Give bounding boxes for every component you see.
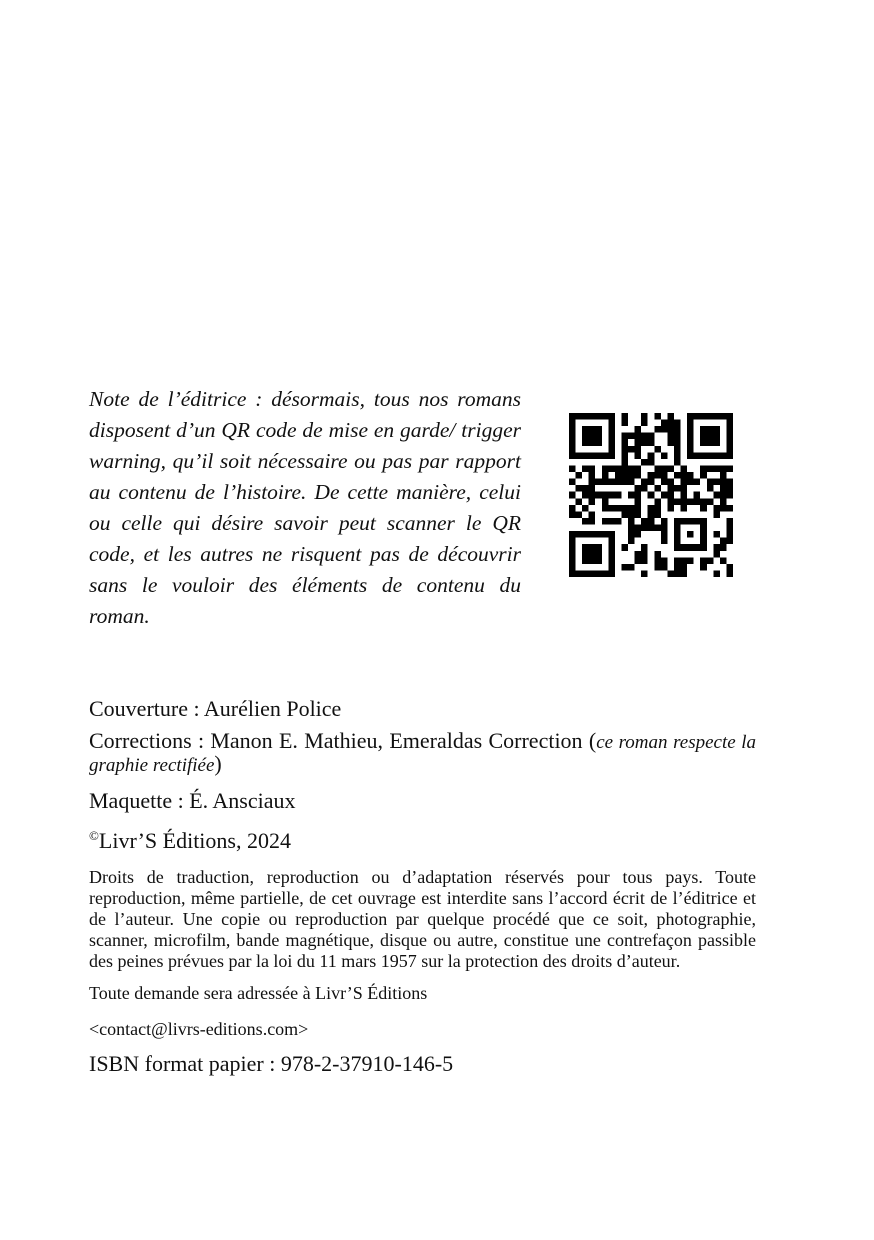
copyright-symbol: ©: [89, 828, 99, 843]
copyright-line: [89, 821, 756, 856]
request-line: Toute demande sera adressée à Livr’S Éditions: [89, 983, 428, 1003]
credits-block: [89, 694, 756, 1079]
copyright-text: Livr’S Éditions, 2024: [98, 828, 291, 853]
editor-note: Note de l’éditrice : désormais, tous nos romans disposent d’un QR code de mise en garde/ trigger warning, qu’il soit nécessaire ou pas par rapport au contenu de l’histoire. De cette manière, celui ou celle qui désire savoir peut scanner le QR code, et les autres ne risquent pas de découvrir sans le vouloir des éléments de contenu du roman.: [89, 387, 521, 628]
isbn-line: ISBN format papier : 978-2-37910-146-5: [89, 1051, 454, 1076]
corrections-credit: [89, 730, 756, 776]
layout-credit: Maquette : É. Ansciaux: [89, 788, 296, 813]
contact-email[interactable]: <contact@livrs-editions.com>: [89, 1019, 309, 1039]
corrections-note: ce roman respecte la graphie rectifiée: [89, 732, 757, 776]
corrections-paren-close: ): [214, 751, 222, 776]
cover-credit: Couverture : Aurélien Police: [89, 696, 342, 721]
corrections-paren-open: (: [582, 728, 597, 753]
rights-notice: Droits de traduction, reproduction ou d’adaptation réservés pour tous pays. Toute reproduction, même partielle, de cet ouvrage est interdite sans l’accord écrit de l’éditrice et de l’auteur. Une copie ou reproduction par quelque procédé que ce soit, photographie, scanner, microfilm, bande magnétique, disque ou autre, constitue une contrefaçon passible des peines prévues par la loi du 11 mars 1957 sur la protection des droits d’auteur.: [89, 867, 756, 971]
qr-code-icon[interactable]: [569, 413, 733, 577]
corrections-label: Corrections : Manon E. Mathieu, Emeraldas Correction: [89, 728, 583, 753]
